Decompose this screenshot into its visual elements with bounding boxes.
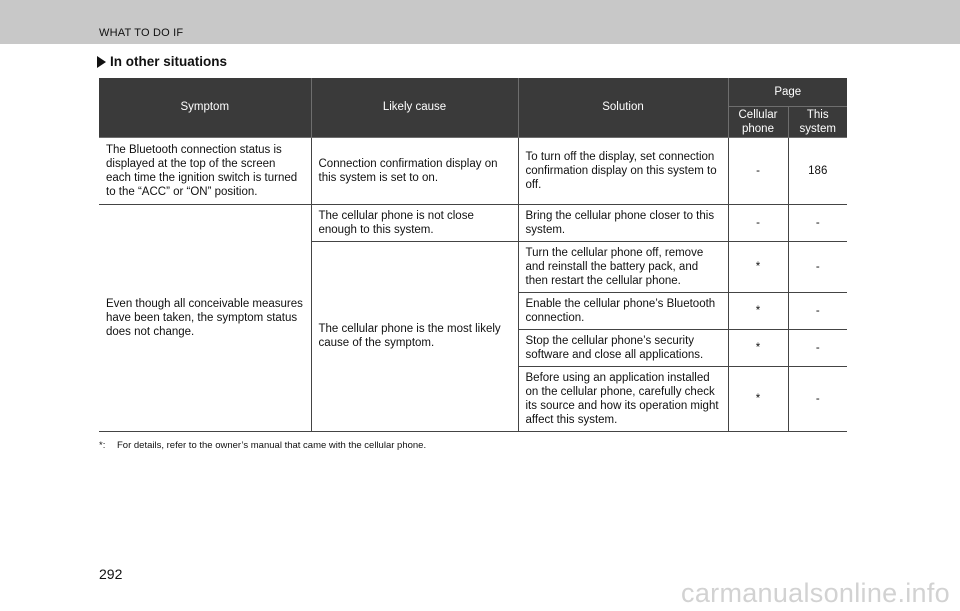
cellular-page-cell: * <box>728 329 788 366</box>
footnote-text: For details, refer to the owner’s manual that came with the cellular phone. <box>117 440 427 451</box>
header-this-system: This system <box>788 106 847 137</box>
header-page: Page <box>728 78 847 106</box>
solution-cell: Bring the cellular phone closer to this system. <box>518 204 728 241</box>
system-page-cell: - <box>788 241 847 292</box>
system-page-cell: - <box>788 204 847 241</box>
table-row <box>99 137 847 204</box>
system-page-cell: - <box>788 329 847 366</box>
symptom-cell: Even though all conceivable measures have been taken, the symptom status does not change. <box>99 204 311 431</box>
cellular-page-cell: - <box>728 137 788 204</box>
solution-cell: Enable the cellular phone’s Bluetooth connection. <box>518 292 728 329</box>
header-likely-cause: Likely cause <box>311 78 518 137</box>
system-page-cell: - <box>788 366 847 431</box>
cellular-page-cell: * <box>728 241 788 292</box>
symptom-cell: The Bluetooth connection status is displayed at the top of the screen each time the ignition switch is turned to the “ACC” or “ON” position. <box>99 137 311 204</box>
cause-cell: The cellular phone is not close enough to this system. <box>311 204 518 241</box>
cellular-page-cell: * <box>728 292 788 329</box>
table-row <box>99 204 847 241</box>
cause-cell: Connection confirmation display on this system is set to on. <box>311 137 518 204</box>
footnote-mark: *: <box>99 440 106 451</box>
cellular-page-cell: - <box>728 204 788 241</box>
solution-cell: To turn off the display, set connection confirmation display on this system to off. <box>518 137 728 204</box>
header-section-label: WHAT TO DO IF <box>99 27 184 39</box>
cellular-page-cell: * <box>728 366 788 431</box>
page-number: 292 <box>99 566 123 582</box>
solution-cell: Before using an application installed on the cellular phone, carefully check its source and how its operation might affect this system. <box>518 366 728 431</box>
section-title <box>97 54 227 69</box>
solution-cell: Turn the cellular phone off, remove and reinstall the battery pack, and then restart the cellular phone. <box>518 241 728 292</box>
troubleshooting-table <box>99 78 847 432</box>
header-solution: Solution <box>518 78 728 137</box>
watermark: carmanualsonline.info <box>681 578 950 608</box>
system-page-cell: - <box>788 292 847 329</box>
header-cellular-phone: Cellular phone <box>728 106 788 137</box>
cause-cell: The cellular phone is the most likely cause of the symptom. <box>311 241 518 431</box>
section-title-text: In other situations <box>110 54 228 69</box>
footnote <box>99 440 426 451</box>
header-symptom: Symptom <box>99 78 311 137</box>
triangle-bullet-icon <box>97 56 106 68</box>
solution-cell: Stop the cellular phone’s security software and close all applications. <box>518 329 728 366</box>
system-page-cell: 186 <box>788 137 847 204</box>
